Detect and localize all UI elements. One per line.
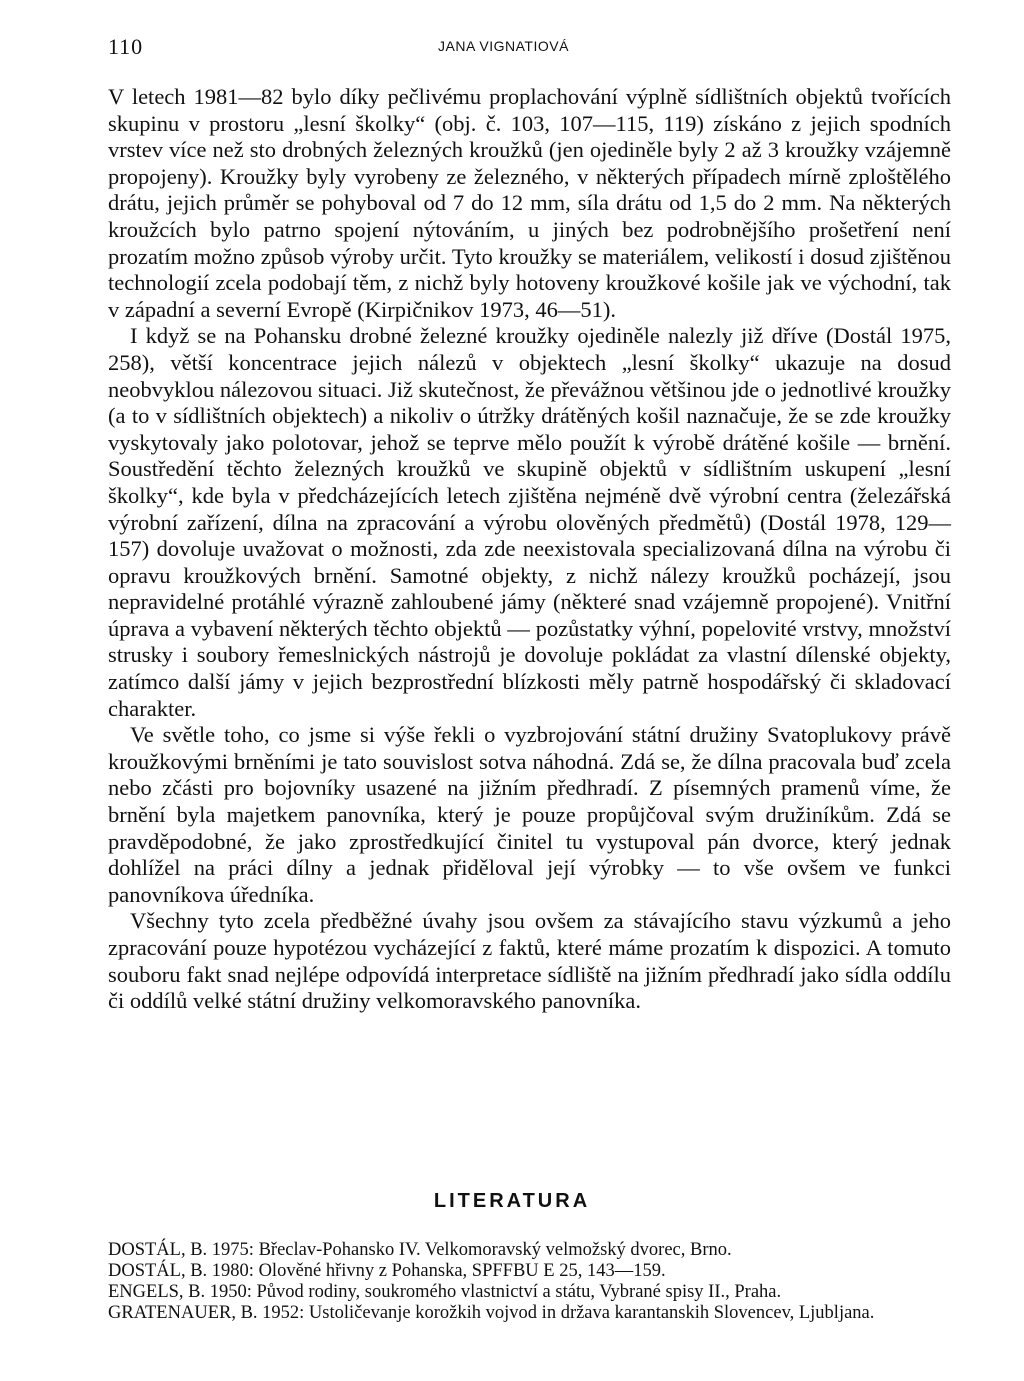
page-number: 110 <box>108 34 144 59</box>
reference-list <box>108 1240 951 1324</box>
reference-item: DOSTÁL, B. 1975: Břeclav-Pohansko IV. Velkomoravský velmožský dvorec, Brno. <box>108 1240 732 1260</box>
paragraph-4: Všechny tyto zcela předběžné úvahy jsou ovšem za stávajícího stavu výzkumů a jeho zpracování pouze hypotézou vycházející z faktů, které máme prozatím k dispozici. A tomuto souboru fakt snad nejlépe odpovídá interpretace sídliště na jižním předhradí jako sídla oddílu či oddílů velké státní družiny velkomoravského panovníka. <box>108 908 951 1014</box>
literature-heading: LITERATURA <box>433 1190 591 1212</box>
reference-item: DOSTÁL, B. 1980: Olověné hřivny z Pohanska, SPFFBU E 25, 143—159. <box>108 1261 666 1281</box>
reference-item: ENGELS, B. 1950: Původ rodiny, soukromého vlastnictví a státu, Vybrané spisy II., Praha. <box>108 1282 782 1302</box>
reference-item: GRATENAUER, B. 1952: Ustoličevanje korožkih vojvod in država karantanskih Slovencev, Ljubljana. <box>108 1303 875 1323</box>
running-head: JANA VIGNATIOVÁ <box>438 38 569 54</box>
body-text <box>108 84 951 1015</box>
paragraph-1: V letech 1981—82 bylo díky pečlivému proplachování výplně sídlištních objektů tvořících skupinu v prostoru „lesní školky“ (obj. č. 103, 107—115, 119) získáno z jejich spodních vrstev více než sto drobných železných kroužků (jen ojediněle byly 2 až 3 kroužky vzájemně propojeny). Kroužky byly vyrobeny ze železného, v některých případech mírně zploštělého drátu, jejich průměr se pohyboval od 7 do 12 mm, síla drátu od 1,5 do 2 mm. Na některých kroužcích bylo patrno spojení nýtováním, u jiných bez podrobnějšího prošetření není prozatím možno způsob výroby určit. Tyto kroužky se materiálem, velikostí i dosud zjištěnou technologií zcela podobají těm, z nichž byly hotoveny kroužkové košile jak ve východní, tak v západní a severní Evropě (Kirpičnikov 1973, 46—51). <box>108 84 951 322</box>
paragraph-3: Ve světle toho, co jsme si výše řekli o vyzbrojování státní družiny Svatoplukovy právě kroužkovými brněními je tato souvislost sotva náhodná. Zdá se, že dílna pracovala buď zcela nebo zčásti pro bojovníky usazené na jižním předhradí. Z písemných pramenů víme, že brnění byla majetkem panovníka, který je pouze propůjčoval svým družiníkům. Zdá se pravděpodobné, že jako zprostředkující činitel tu vystupoval pán dvorce, který jednak dohlížel na práci dílny a jednak přiděloval její výrobky — to vše ovšem ve funkci panovníkova úředníka. <box>108 722 951 907</box>
paragraph-2: I když se na Pohansku drobné železné kroužky ojediněle nalezly již dříve (Dostál 1975, 258), větší koncentrace jejich nálezů v objektech „lesní školky“ ukazuje na dosud neobvyklou nálezovou situaci. Již skutečnost, že převážnou většinou jde o jednotlivé kroužky (a to v sídlištních objektech) a nikoliv o útržky drátěných košil naznačuje, že se zde kroužky vyskytovaly jako polotovar, jehož se teprve mělo použít k výrobě drátěné košile — brnění. Soustředění těchto železných kroužků ve skupině objektů v sídlištním uskupení „lesní školky“, kde byla v předcházejících letech zjištěna nejméně dvě výrobní centra (železářská výrobní zařízení, dílna na zpracování a výrobu olověných předmětů) (Dostál 1978, 129—157) dovoluje uvažovat o možnosti, zda zde neexistovala specializovaná dílna na výrobu či opravu kroužkových brnění. Samotné objekty, z nichž nálezy kroužků pocházejí, jsou nepravidelné protáhlé výrazně zahloubené jámy (některé snad vzájemně propojené). Vnitřní úprava a vybavení některých těchto objektů — pozůstatky výhní, popelovité vrstvy, množství strusky i soubory řemeslnických nástrojů je dovoluje pokládat za vlastní dílenské objekty, zatímco další jámy v jejich bezprostřední blízkosti měly patrně hospodářský či skladovací charakter. <box>108 323 951 721</box>
